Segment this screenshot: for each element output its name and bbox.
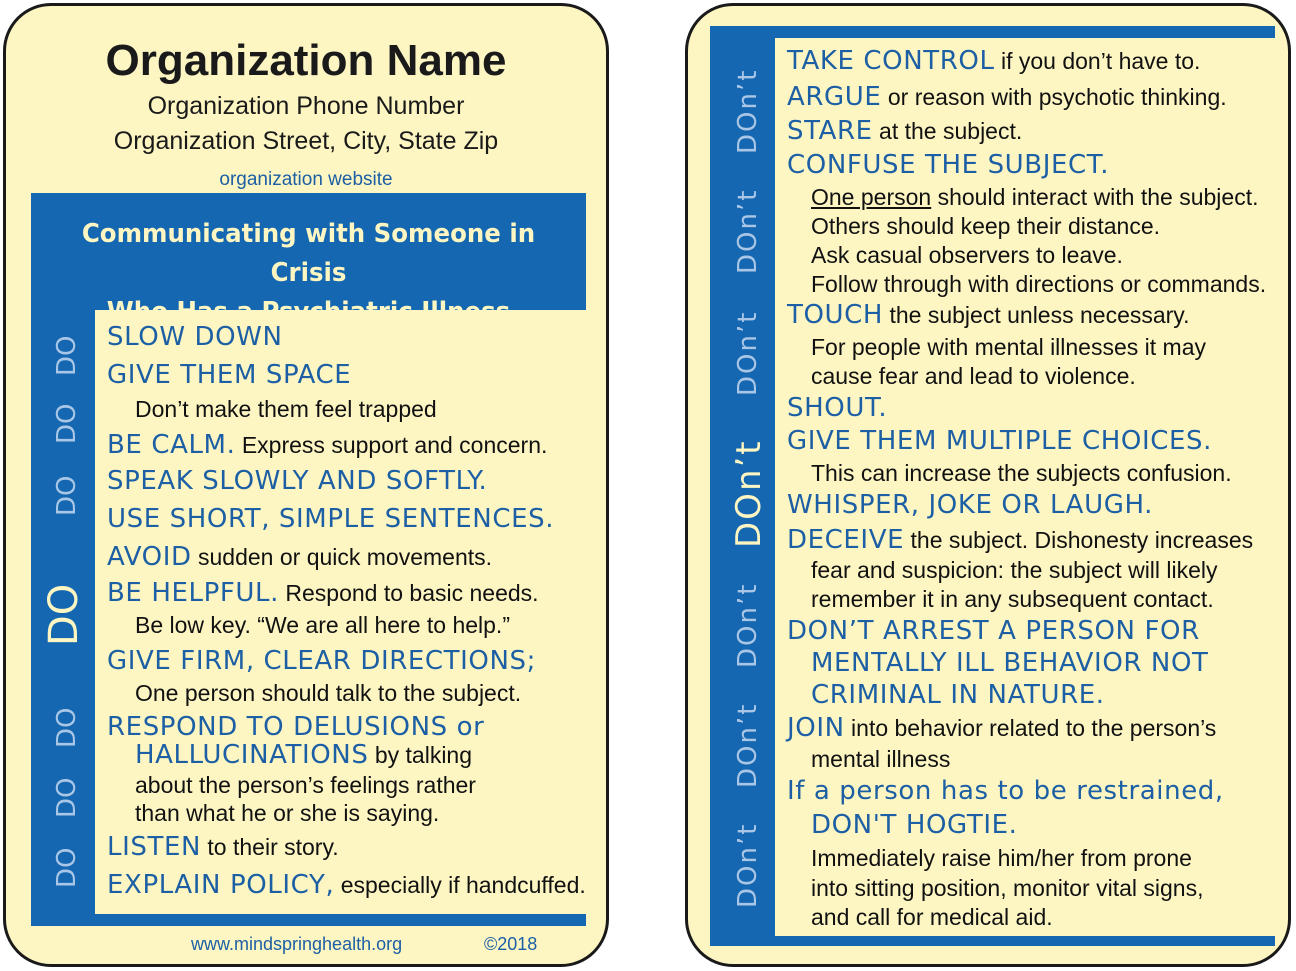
list-item: If a person has to be restrained, xyxy=(787,776,1224,806)
do-list xyxy=(95,310,586,914)
do-label-small: DO xyxy=(52,707,82,748)
list-item-continued: DON'T HOGTIE. xyxy=(811,810,1018,840)
list-item: SLOW DOWN xyxy=(107,322,283,352)
do-side-strip xyxy=(31,310,95,914)
list-item: TAKE CONTROL if you don’t have to. xyxy=(787,46,1201,76)
footer-website: www.mindspringhealth.org xyxy=(191,934,403,954)
item-detail: and call for medical aid. xyxy=(811,904,1053,930)
dont-label-small: DOn’t xyxy=(733,702,763,788)
do-card xyxy=(3,3,609,967)
list-item: EXPLAIN POLICY, especially if handcuffed. xyxy=(107,870,586,900)
dont-label-small: DOn’t xyxy=(733,582,763,668)
do-label-small: DO xyxy=(52,475,82,516)
dont-label-small: DOn’t xyxy=(733,310,763,396)
item-detail: Ask casual observers to leave. xyxy=(811,242,1123,268)
item-detail: than what he or she is saying. xyxy=(135,800,440,826)
list-item: GIVE THEM SPACE xyxy=(107,360,352,390)
dont-panel xyxy=(710,26,1275,946)
organization-website: organization website xyxy=(219,169,393,190)
list-item: CONFUSE THE SUBJECT. xyxy=(787,150,1110,180)
list-item: DECEIVE the subject. Dishonesty increases xyxy=(787,525,1254,555)
list-item: GIVE FIRM, CLEAR DIRECTIONS; xyxy=(107,646,536,676)
item-detail: Be low key. “We are all here to help.” xyxy=(135,612,510,638)
dont-label-small: DOn’t xyxy=(733,188,763,274)
footer-copyright: ©2018 xyxy=(484,934,538,954)
list-item: DON’T ARREST A PERSON FOR xyxy=(787,616,1200,646)
do-label-small: DO xyxy=(52,335,82,376)
list-item: AVOID sudden or quick movements. xyxy=(107,542,493,572)
item-detail: mental illness xyxy=(811,746,951,772)
list-item-continued: MENTALLY ILL BEHAVIOR NOT xyxy=(811,648,1209,678)
dont-card xyxy=(685,3,1291,967)
list-item: STARE at the subject. xyxy=(787,116,1023,146)
item-detail: fear and suspicion: the subject will likely xyxy=(811,557,1218,583)
organization-phone: Organization Phone Number xyxy=(147,92,465,120)
dont-label-small: DOn’t xyxy=(733,822,763,908)
item-detail: into sitting position, monitor vital signs, xyxy=(811,875,1204,901)
card-title-line1: Communicating with Someone in Crisis xyxy=(81,219,536,288)
organization-address: Organization Street, City, State Zip xyxy=(113,127,499,155)
list-item: BE HELPFUL. Respond to basic needs. xyxy=(107,578,539,608)
item-detail: One person should talk to the subject. xyxy=(135,680,522,706)
list-item: JOIN into behavior related to the person’s xyxy=(787,713,1217,743)
do-panel xyxy=(31,193,586,926)
item-detail: This can increase the subjects confusion. xyxy=(811,460,1232,486)
list-item: TOUCH the subject unless necessary. xyxy=(787,300,1190,330)
dont-side-strip xyxy=(710,26,775,946)
list-item: ARGUE or reason with psychotic thinking. xyxy=(787,82,1227,112)
list-item: SPEAK SLOWLY AND SOFTLY. xyxy=(107,466,488,496)
do-label-small: DO xyxy=(52,403,82,444)
item-detail: cause fear and lead to violence. xyxy=(811,363,1136,389)
dont-list xyxy=(775,38,1275,936)
list-item: RESPOND TO DELUSIONS or xyxy=(107,712,485,742)
item-detail: For people with mental illnesses it may xyxy=(811,334,1206,360)
list-item: GIVE THEM MULTIPLE CHOICES. xyxy=(787,426,1213,456)
dont-label-big: DOn’t xyxy=(729,439,769,548)
item-detail: One person should interact with the subject. xyxy=(811,184,1259,210)
item-detail: remember it in any subsequent contact. xyxy=(811,586,1214,612)
list-item-continued: HALLUCINATIONS by talking xyxy=(135,740,473,770)
item-detail: Immediately raise him/her from prone xyxy=(811,845,1192,871)
item-detail: about the person’s feelings rather xyxy=(135,772,476,798)
dont-label-small: DOn’t xyxy=(733,68,763,154)
item-detail: Follow through with directions or commands. xyxy=(811,271,1267,297)
do-label-small: DO xyxy=(52,777,82,818)
do-label-big: DO xyxy=(41,583,87,646)
organization-name: Organization Name xyxy=(105,36,507,85)
list-item: USE SHORT, SIMPLE SENTENCES. xyxy=(107,504,555,534)
item-detail: Others should keep their distance. xyxy=(811,213,1161,239)
list-item: SHOUT. xyxy=(787,393,888,423)
do-label-small: DO xyxy=(52,847,82,888)
list-item: BE CALM. Express support and concern. xyxy=(107,430,548,460)
list-item-continued: CRIMINAL IN NATURE. xyxy=(811,680,1105,710)
item-detail: Don’t make them feel trapped xyxy=(135,396,437,422)
list-item: LISTEN to their story. xyxy=(107,832,339,862)
list-item: WHISPER, JOKE OR LAUGH. xyxy=(787,490,1154,520)
